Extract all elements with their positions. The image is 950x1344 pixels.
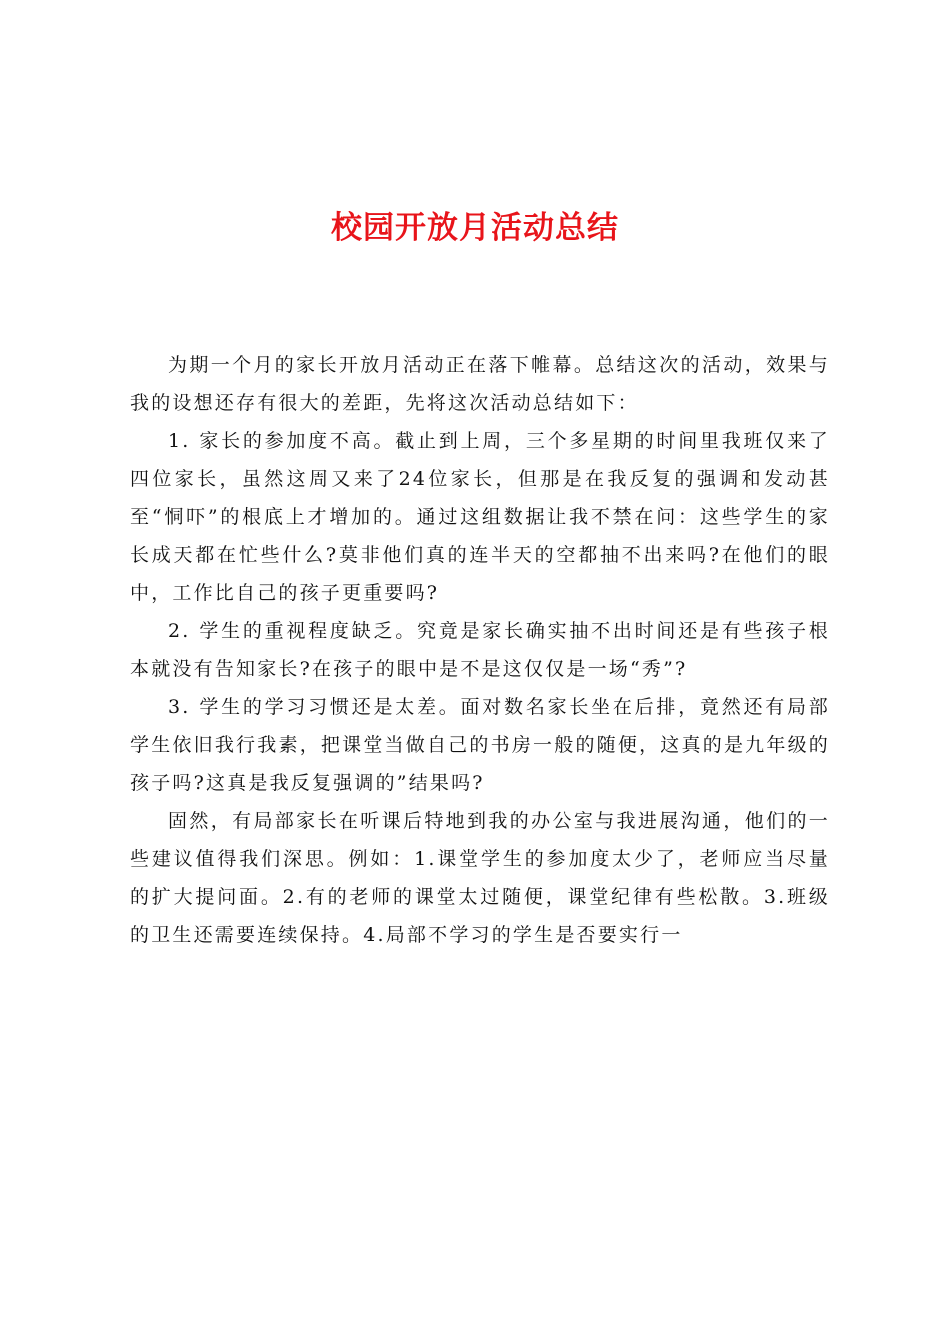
paragraph-item-3: 3. 学生的学习习惯还是太差。面对数名家长坐在后排，竟然还有局部学生依旧我行我素，把课堂当做自己的书房一般的随便，这真的是九年级的孩子吗?这真是我反复强调的”结果吗? [130, 696, 830, 794]
paragraph-feedback: 固然，有局部家长在听课后特地到我的办公室与我进展沟通，他们的一些建议值得我们深思。例如：1.课堂学生的参加度太少了，老师应当尽量的扩大提问面。2.有的老师的课堂太过随便，课堂纪律有些松散。3.班级的卫生还需要连续保持。4.局部不学习的学生是否要实行一 [130, 810, 830, 946]
document-title: 校园开放月活动总结 [331, 210, 619, 246]
paragraph-item-2: 2. 学生的重视程度缺乏。究竟是家长确实抽不出时间还是有些孩子根本就没有告知家长?在孩子的眼中是不是这仅仅是一场“秀”? [130, 620, 830, 680]
paragraph-intro: 为期一个月的家长开放月活动正在落下帷幕。总结这次的活动，效果与我的设想还存有很大的差距，先将这次活动总结如下： [130, 354, 830, 414]
paragraph-item-1: 1. 家长的参加度不高。截止到上周，三个多星期的时间里我班仅来了四位家长，虽然这周又来了24位家长，但那是在我反复的强调和发动甚至“恫吓”的根底上才增加的。通过这组数据让我不禁在问：这些学生的家长成天都在忙些什么?莫非他们真的连半天的空都抽不出来吗?在他们的眼中，工作比自己的孩子更重要吗? [130, 430, 830, 604]
document-body [130, 346, 830, 954]
